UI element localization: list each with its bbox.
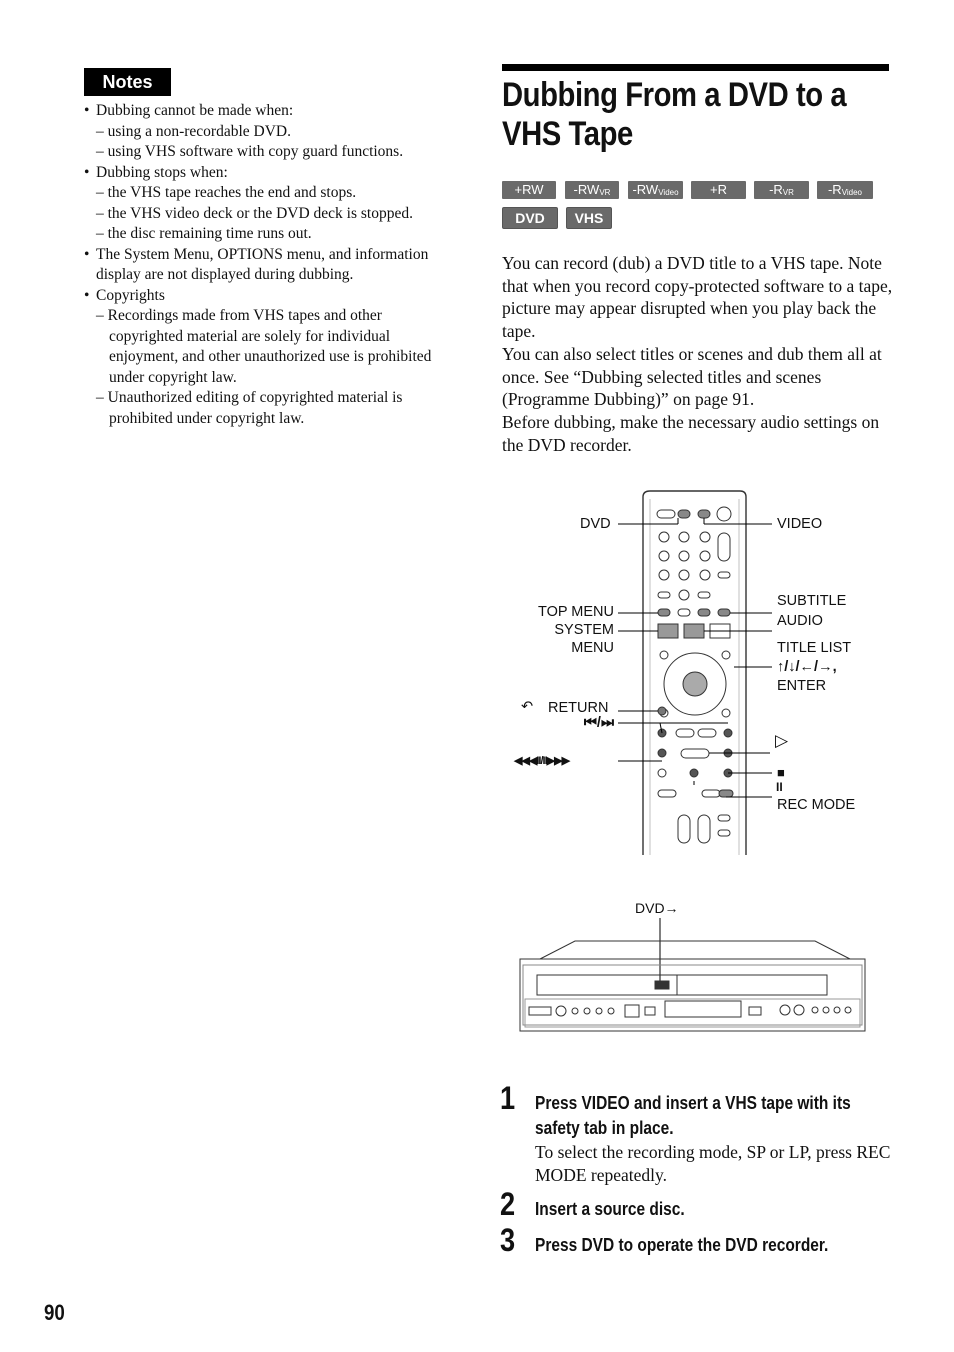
- disc-badge-main: +RW: [514, 182, 544, 197]
- disc-badge: [691, 181, 746, 199]
- label-deck-dvd-button: DVD→: [635, 900, 679, 916]
- stop-icon: ■: [777, 765, 785, 780]
- step-3-number: 3: [500, 1222, 516, 1258]
- label-enter-button: ENTER: [777, 678, 827, 694]
- disc-badge: [628, 181, 683, 199]
- step-1-heading-line-1: Press VIDEO and insert a VHS tape with its: [535, 1093, 851, 1113]
- note-line: – the VHS tape reaches the end and stops.: [96, 184, 357, 201]
- note-bullet: • Dubbing stops when:: [84, 163, 470, 184]
- step-3-heading: Press DVD to operate the DVD recorder.: [535, 1235, 829, 1255]
- label-rec-mode-button: REC MODE: [777, 797, 856, 813]
- step-2-heading: Insert a source disc.: [535, 1199, 685, 1219]
- label-menu-button: MENU: [571, 640, 614, 656]
- dvd-badge: DVD: [502, 207, 558, 229]
- disc-badge-main: -RW: [573, 182, 600, 197]
- note-bullet: • The System Menu, OPTIONS menu, and information: [84, 245, 470, 266]
- page-title-line-1: Dubbing From a DVD to a: [502, 76, 847, 114]
- label-system-button: SYSTEM: [554, 622, 614, 638]
- step-1-heading-line-2: safety tab in place.: [535, 1118, 674, 1138]
- note-line: – Unauthorized editing of copyrighted material is: [96, 389, 403, 406]
- intro-paragraph: You can record (dub) a DVD title to a VHS tape. Note that when you record copy-protected software to a tape, picture may appear disrupted when you play back the tape.: [502, 253, 893, 342]
- page-number: 90: [44, 1300, 65, 1325]
- intro-text: [502, 252, 894, 456]
- label-arrow-buttons: ↑/↓/←/→,: [777, 659, 837, 675]
- note-line: prohibited under copyright law.: [109, 409, 305, 427]
- step-1-body: To select the recording mode, SP or LP, press REC MODE repeatedly.: [535, 1142, 891, 1185]
- note-line: – the disc remaining time runs out.: [96, 225, 312, 242]
- play-icon: ▷: [775, 731, 789, 750]
- label-return-button: RETURN: [548, 700, 609, 716]
- disc-badge-sub: Video: [658, 188, 679, 197]
- note-line: – Recordings made from VHS tapes and other: [96, 307, 382, 324]
- return-icon: ↶: [521, 699, 534, 715]
- disc-badge: [754, 181, 809, 199]
- note-line: display are not displayed during dubbing.: [96, 266, 354, 283]
- disc-badge-sub: VR: [599, 188, 611, 197]
- disc-badge-sub: VR: [782, 188, 794, 197]
- recorder-illustration: [515, 915, 870, 1040]
- label-prev-next-buttons: ⏮/⏭: [583, 715, 614, 731]
- note-line: copyrighted material are solely for individual: [109, 327, 391, 345]
- step-1-number: 1: [500, 1080, 516, 1116]
- note-line: under copyright law.: [109, 368, 237, 386]
- vhs-badge: VHS: [566, 207, 612, 229]
- note-line: – using a non-recordable DVD.: [96, 122, 291, 140]
- disc-badge-sub: Video: [841, 188, 863, 197]
- title-rule: [502, 64, 889, 71]
- intro-paragraph: You can also select titles or scenes and dub them all at once. See “Dubbing selected titles and scenes (Programme Dubbing)” on page 91.: [502, 343, 882, 410]
- disc-badge: [502, 181, 556, 199]
- note-line: enjoyment, and other unauthorized use is prohibited: [109, 348, 432, 365]
- disc-badge-main: -RW: [632, 182, 659, 197]
- note-line: – the VHS video deck or the DVD deck is stopped.: [96, 204, 413, 222]
- label-video-button: VIDEO: [777, 516, 823, 532]
- label-subtitle-button: SUBTITLE: [777, 593, 847, 609]
- disc-type-badges: [502, 181, 892, 231]
- label-title-list-button: TITLE LIST: [777, 640, 852, 656]
- disc-badge: [817, 181, 873, 199]
- intro-paragraph: Before dubbing, make the necessary audio settings on the DVD recorder.: [502, 411, 880, 455]
- page-title-line-2: VHS Tape: [502, 115, 633, 153]
- disc-badge-main: -R: [769, 182, 783, 197]
- notes-list: [84, 101, 470, 429]
- notes-heading: Notes: [84, 68, 171, 96]
- disc-badge-main: +R: [710, 182, 727, 197]
- pause-icon: II: [776, 780, 783, 794]
- note-bullet: • Dubbing cannot be made when:: [84, 101, 470, 122]
- page-title: [502, 76, 847, 154]
- disc-badge-main: -R: [827, 182, 842, 197]
- step-2-number: 2: [500, 1186, 516, 1222]
- label-top-menu-button: TOP MENU: [537, 604, 614, 620]
- label-dvd-button: DVD: [580, 516, 611, 532]
- label-audio-button: AUDIO: [777, 613, 823, 629]
- disc-badge: [565, 181, 619, 199]
- note-bullet: • Copyrights: [84, 286, 470, 307]
- label-rewind-forward-buttons: ◀◀◀II/II▶▶▶: [514, 755, 570, 767]
- note-line: – using VHS software with copy guard functions.: [96, 143, 404, 160]
